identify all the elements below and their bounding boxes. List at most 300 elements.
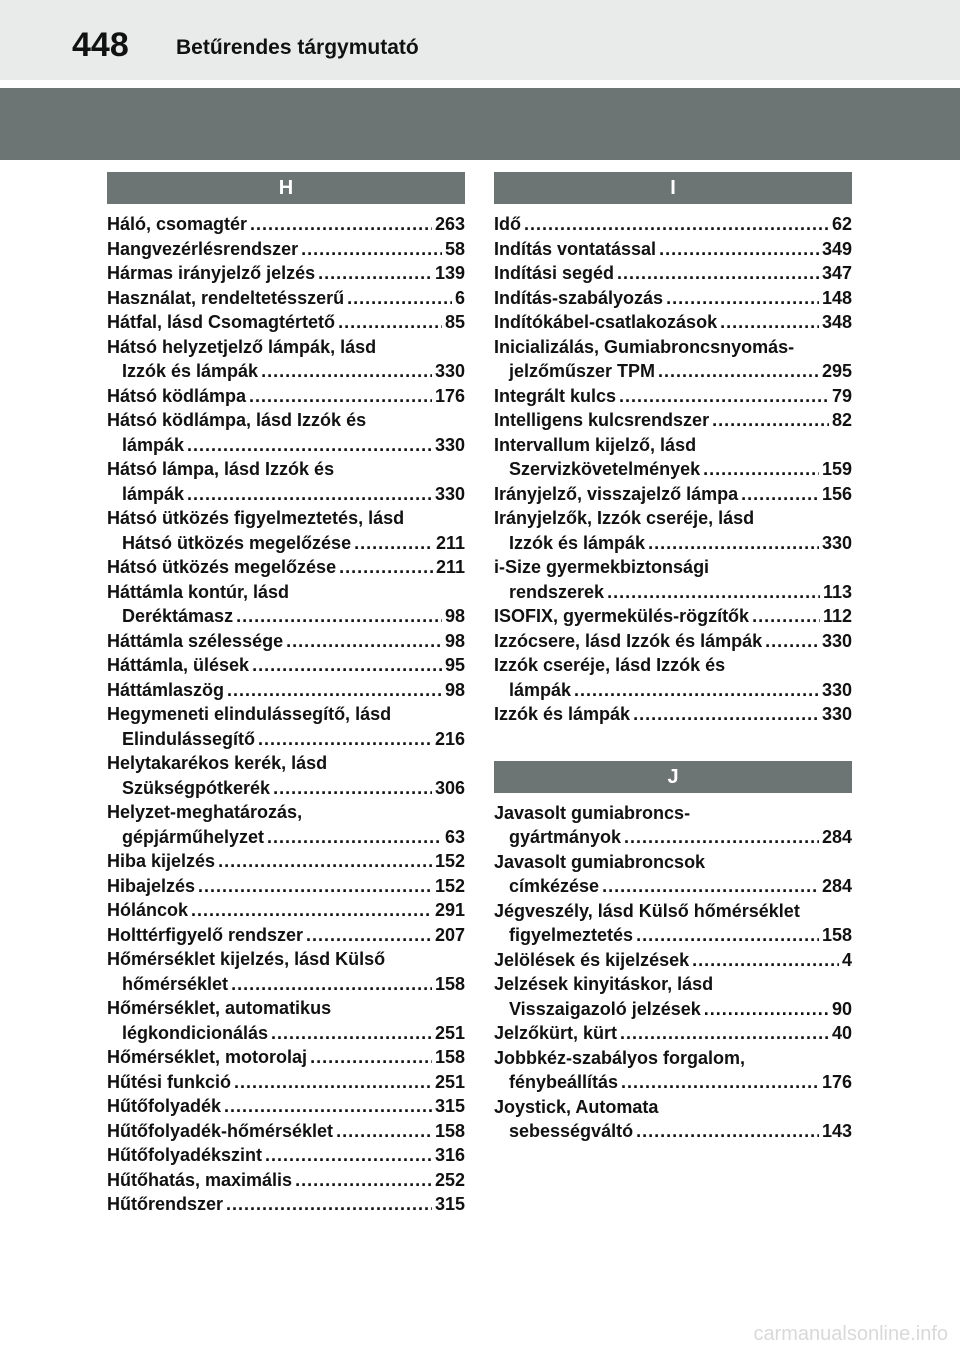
entry-text: Hőmérséklet kijelzés, lásd Külső: [107, 949, 386, 969]
entry-term: [494, 286, 852, 311]
index-entry: [494, 555, 852, 604]
entry-text: Hűtési funkció: [107, 1071, 232, 1092]
dot-leader: [339, 555, 433, 580]
index-column-right: [494, 172, 852, 1144]
page-reference: 156: [821, 483, 852, 504]
entry-term-continuation: [107, 359, 465, 384]
entry-term: [494, 801, 852, 826]
entry-text: Intervallum kijelző, lásd: [494, 434, 697, 455]
page-reference: 330: [434, 434, 465, 455]
dot-leader: [347, 286, 452, 311]
entry-text: sebességváltó: [509, 1121, 634, 1141]
entry-term: [107, 237, 465, 262]
dot-leader: [602, 874, 819, 899]
entry-text: Integrált kulcs: [494, 385, 617, 406]
index-entry: [107, 923, 465, 948]
entry-text: hőmérséklet: [122, 973, 229, 994]
entry-term: [494, 408, 852, 433]
page-title: Betűrendes tárgymutató: [176, 36, 419, 59]
entry-term: [107, 212, 465, 237]
index-entry: [494, 433, 852, 482]
entry-text: Hangvezérlésrendszer: [107, 238, 299, 259]
entry-term-continuation: [107, 776, 465, 801]
entry-term: [107, 898, 465, 923]
entry-term-continuation: [494, 678, 852, 703]
entry-term: [494, 555, 852, 580]
dot-leader: [267, 825, 442, 850]
page-reference: 98: [444, 606, 465, 626]
dot-leader: [286, 629, 442, 654]
entry-text: Háttámla, ülések: [107, 655, 250, 675]
page-reference: 348: [821, 312, 852, 332]
dot-leader: [231, 972, 432, 997]
dot-leader: [620, 1021, 829, 1046]
index-entry: [494, 261, 852, 286]
dot-leader: [310, 1045, 432, 1070]
page-reference: 330: [821, 679, 852, 700]
entry-text: Hűtőhatás, maximális: [107, 1169, 293, 1190]
entry-term: [107, 1070, 465, 1095]
entry-text: Hátfal, lásd Csomagtértető: [107, 312, 336, 332]
entry-text: Irányjelző, visszajelző lámpa: [494, 483, 739, 504]
index-entry: [494, 629, 852, 654]
entry-text: Javasolt gumiabroncsok: [494, 851, 706, 872]
entry-term: [107, 1119, 465, 1144]
index-entry: [107, 580, 465, 629]
dot-leader: [658, 359, 819, 384]
entry-term-continuation: [494, 874, 852, 899]
page-reference: 98: [444, 679, 465, 700]
entry-term-continuation: [107, 825, 465, 850]
entry-term: [107, 384, 465, 409]
page-reference: 158: [434, 973, 465, 994]
entry-text: Izzók és lámpák: [122, 361, 259, 381]
page-reference: 315: [434, 1194, 465, 1214]
index-entry: [494, 972, 852, 1021]
index-section-j: [494, 761, 852, 1144]
entry-text: Hátsó lámpa, lásd Izzók és: [107, 459, 335, 479]
entry-text: Hegymeneti elindulássegítő, lásd: [107, 704, 392, 724]
page-reference: 316: [434, 1145, 465, 1165]
dot-leader: [765, 629, 819, 654]
section-letter-j: J: [494, 761, 852, 793]
entry-term-continuation: [494, 580, 852, 605]
entry-term: [494, 433, 852, 458]
header-bar: [0, 0, 960, 80]
entry-term: [107, 874, 465, 899]
entry-term: [494, 384, 852, 409]
entry-text: Hőmérséklet, motorolaj: [107, 1047, 308, 1067]
page-reference: 139: [434, 263, 465, 283]
dot-leader: [250, 212, 432, 237]
index-entry: [494, 604, 852, 629]
entry-text: lámpák: [122, 434, 185, 455]
entry-text: Intelligens kulcsrendszer: [494, 410, 710, 430]
dot-leader: [318, 261, 432, 286]
dot-leader: [636, 1119, 819, 1144]
entry-term: [494, 629, 852, 654]
entry-text: Hátsó ködlámpa, lásd Izzók és: [107, 410, 367, 430]
entry-term: [107, 702, 465, 727]
dot-leader: [265, 1143, 432, 1168]
dot-leader: [633, 702, 819, 727]
entry-term: [107, 751, 465, 776]
entry-text: Izzócsere, lásd Izzók és lámpák: [494, 630, 763, 651]
index-section-h: [107, 172, 465, 1217]
dot-leader: [666, 286, 819, 311]
page-reference: 211: [435, 532, 465, 553]
page-reference: 62: [831, 214, 852, 234]
entry-text: Hűtőfolyadék: [107, 1096, 222, 1116]
entry-text: Jelzések kinyitáskor, lásd: [494, 974, 714, 994]
index-entry: [494, 237, 852, 262]
entry-text: Háló, csomagtér: [107, 214, 248, 234]
index-entry: [494, 801, 852, 850]
page-reference: 143: [821, 1121, 852, 1141]
entry-text: Jelölések és kijelzések: [494, 949, 690, 970]
header-band: [0, 88, 960, 160]
index-entry: [107, 286, 465, 311]
entry-term-continuation: [494, 997, 852, 1022]
entry-term-continuation: [494, 825, 852, 850]
dot-leader: [295, 1168, 432, 1193]
index-entry: [494, 335, 852, 384]
index-entry: [107, 555, 465, 580]
entry-text: Hóláncok: [107, 900, 189, 920]
section-letter-i: I: [494, 172, 852, 204]
dot-leader: [301, 237, 442, 262]
entry-list: [107, 212, 465, 1217]
index-entry: [494, 702, 852, 727]
dot-leader: [741, 482, 819, 507]
entry-term: [494, 653, 852, 678]
entry-text: Indítási segéd: [494, 263, 615, 283]
page-reference: 98: [444, 630, 465, 651]
page-reference: 113: [822, 581, 852, 602]
entry-term: [494, 335, 852, 360]
entry-term: [494, 1046, 852, 1071]
entry-text: Jégveszély, lásd Külső hőmérséklet: [494, 900, 800, 921]
entry-term-continuation: [107, 482, 465, 507]
dot-leader: [752, 604, 820, 629]
index-entry: [494, 212, 852, 237]
entry-text: légkondicionálás: [122, 1022, 269, 1043]
index-entry: [107, 849, 465, 874]
page-reference: 284: [821, 876, 852, 896]
page-reference: 90: [831, 998, 852, 1019]
page-reference: 330: [821, 630, 852, 651]
dot-leader: [261, 359, 432, 384]
entry-text: Joystick, Automata: [494, 1096, 659, 1117]
index-entry: [107, 947, 465, 996]
page-reference: 251: [434, 1071, 465, 1092]
page-reference: 295: [821, 361, 852, 381]
dot-leader: [659, 237, 819, 262]
page-reference: 349: [821, 238, 852, 259]
entry-text: Helyzet-meghatározás,: [107, 802, 303, 822]
entry-term: [107, 555, 465, 580]
index-entry: [107, 751, 465, 800]
entry-text: Hűtőfolyadék-hőmérséklet: [107, 1120, 334, 1141]
entry-text: Szervizkövetelmények: [509, 459, 701, 479]
index-entry: [107, 1094, 465, 1119]
index-entry: [494, 286, 852, 311]
entry-term: [494, 604, 852, 629]
entry-term: [494, 310, 852, 335]
page-reference: 85: [444, 312, 465, 332]
index-entry: [107, 1192, 465, 1217]
page-reference: 251: [434, 1022, 465, 1043]
entry-term: [494, 482, 852, 507]
dot-leader: [249, 384, 432, 409]
entry-term: [107, 286, 465, 311]
entry-text: Indítás vontatással: [494, 238, 657, 259]
entry-text: ISOFIX, gyermekülés-rögzítők: [494, 606, 750, 626]
entry-term: [107, 335, 465, 360]
index-entry: [107, 800, 465, 849]
dot-leader: [607, 580, 820, 605]
dot-leader: [703, 457, 819, 482]
entry-term: [107, 678, 465, 703]
page-reference: 112: [822, 606, 852, 626]
index-entry: [494, 653, 852, 702]
page-reference: 79: [831, 385, 852, 406]
entry-text: lámpák: [509, 679, 572, 700]
index-entry: [107, 408, 465, 457]
page-reference: 58: [444, 238, 465, 259]
page-reference: 263: [434, 214, 465, 234]
entry-text: Háttámlaszög: [107, 679, 225, 700]
entry-term: [107, 261, 465, 286]
section-letter-h: H: [107, 172, 465, 204]
page-reference: 284: [821, 827, 852, 847]
dot-leader: [234, 1070, 432, 1095]
entry-term: [107, 1168, 465, 1193]
entry-term: [107, 457, 465, 482]
page-reference: 252: [434, 1169, 465, 1190]
index-entry: [107, 384, 465, 409]
entry-text: Hátsó helyzetjelző lámpák, lásd: [107, 336, 377, 357]
page-reference: 159: [821, 459, 852, 479]
dot-leader: [619, 384, 829, 409]
entry-text: Hőmérséklet, automatikus: [107, 998, 332, 1018]
entry-term: [107, 653, 465, 678]
dot-leader: [624, 825, 819, 850]
entry-term: [107, 629, 465, 654]
entry-term: [494, 237, 852, 262]
entry-term: [107, 923, 465, 948]
entry-list: [494, 801, 852, 1144]
page-reference: 158: [434, 1120, 465, 1141]
dot-leader: [187, 433, 432, 458]
entry-list: [494, 212, 852, 727]
entry-term: [107, 1192, 465, 1217]
index-entry: [107, 335, 465, 384]
entry-term-continuation: [494, 923, 852, 948]
page-reference: 291: [434, 900, 465, 920]
entry-text: i-Size gyermekbiztonsági: [494, 557, 710, 577]
entry-text: rendszerek: [509, 581, 605, 602]
entry-text: gyártmányok: [509, 827, 622, 847]
entry-text: Indítás-szabályozás: [494, 287, 664, 308]
entry-text: Idő: [494, 214, 521, 234]
entry-text: Elindulássegítő: [122, 728, 256, 749]
page-reference: 6: [454, 287, 465, 308]
entry-term: [494, 212, 852, 237]
entry-term: [494, 261, 852, 286]
index-entry: [107, 1070, 465, 1095]
entry-text: lámpák: [122, 483, 185, 504]
entry-term: [107, 310, 465, 335]
entry-text: Visszaigazoló jelzések: [509, 998, 701, 1019]
dot-leader: [191, 898, 432, 923]
entry-text: Hátsó ütközés figyelmeztetés, lásd: [107, 508, 405, 528]
entry-term-continuation: [494, 1119, 852, 1144]
dot-leader: [258, 727, 432, 752]
dot-leader: [218, 849, 432, 874]
page-reference: 315: [434, 1096, 465, 1116]
page-reference: 330: [434, 483, 465, 504]
index-entry: [107, 237, 465, 262]
entry-text: Hűtőfolyadékszint: [107, 1145, 263, 1165]
entry-term-continuation: [494, 359, 852, 384]
index-entry: [494, 1095, 852, 1144]
page-reference: 63: [444, 826, 465, 847]
dot-leader: [354, 531, 433, 556]
page-number: 448: [72, 26, 129, 64]
page-reference: 207: [434, 924, 465, 945]
entry-text: fénybeállítás: [509, 1072, 619, 1092]
dot-leader: [704, 997, 829, 1022]
entry-term: [107, 996, 465, 1021]
entry-text: Helytakarékos kerék, lásd: [107, 753, 328, 773]
page-reference: 330: [821, 532, 852, 553]
index-entry: [494, 1021, 852, 1046]
page-reference: 330: [434, 361, 465, 381]
entry-term: [107, 947, 465, 972]
page-reference: 306: [434, 777, 465, 798]
entry-text: Hűtőrendszer: [107, 1194, 224, 1214]
page-reference: 176: [434, 385, 465, 406]
page-reference: 158: [821, 925, 852, 945]
dot-leader: [187, 482, 432, 507]
entry-text: jelzőműszer TPM: [509, 361, 656, 381]
page-reference: 40: [831, 1023, 852, 1043]
index-entry: [494, 310, 852, 335]
index-entry: [494, 850, 852, 899]
index-entry: [107, 629, 465, 654]
entry-term: [107, 580, 465, 605]
entry-text: Inicializálás, Gumiabroncsnyomás-: [494, 336, 795, 357]
page-reference: 4: [841, 949, 852, 970]
index-entry: [107, 898, 465, 923]
entry-term: [494, 972, 852, 997]
index-section-i: [494, 172, 852, 727]
dot-leader: [617, 261, 819, 286]
entry-term: [494, 948, 852, 973]
page-reference: 347: [821, 263, 852, 283]
entry-term: [494, 506, 852, 531]
index-entry: [107, 1045, 465, 1070]
entry-text: Deréktámasz: [122, 606, 234, 626]
page-reference: 152: [434, 875, 465, 896]
dot-leader: [224, 1094, 432, 1119]
entry-term: [107, 849, 465, 874]
entry-text: Háttámla szélessége: [107, 630, 284, 651]
dot-leader: [236, 604, 442, 629]
entry-term: [107, 506, 465, 531]
index-entry: [107, 1143, 465, 1168]
dot-leader: [271, 1021, 432, 1046]
index-entry: [494, 948, 852, 973]
index-column-left: [107, 172, 465, 1217]
dot-leader: [720, 310, 819, 335]
page-reference: 176: [821, 1072, 852, 1092]
dot-leader: [226, 1192, 432, 1217]
entry-term-continuation: [494, 457, 852, 482]
dot-leader: [198, 874, 432, 899]
dot-leader: [574, 678, 819, 703]
dot-leader: [336, 1119, 432, 1144]
entry-text: gépjárműhelyzet: [122, 826, 265, 847]
dot-leader: [306, 923, 432, 948]
index-entry: [107, 874, 465, 899]
index-entry: [107, 506, 465, 555]
entry-term-continuation: [107, 433, 465, 458]
dot-leader: [712, 408, 829, 433]
entry-text: Izzók és lámpák: [509, 532, 646, 553]
entry-term-continuation: [494, 1070, 852, 1095]
index-entry: [494, 408, 852, 433]
entry-term: [107, 1143, 465, 1168]
entry-term: [494, 702, 852, 727]
dot-leader: [621, 1070, 819, 1095]
page-reference: 330: [821, 704, 852, 724]
entry-text: Hibajelzés: [107, 875, 196, 896]
index-entry: [107, 261, 465, 286]
entry-text: Hiba kijelzés: [107, 851, 216, 871]
entry-text: Hármas irányjelző jelzés: [107, 263, 316, 283]
dot-leader: [227, 678, 442, 703]
entry-text: Izzók és lámpák: [494, 704, 631, 724]
dot-leader: [648, 531, 819, 556]
entry-term: [494, 899, 852, 924]
page-reference: 82: [831, 410, 852, 430]
entry-term: [107, 1094, 465, 1119]
entry-text: Jobbkéz-szabályos forgalom,: [494, 1047, 746, 1068]
watermark: carmanualsonline.info: [753, 1323, 948, 1345]
entry-text: Háttámla kontúr, lásd: [107, 581, 290, 602]
entry-text: Holttérfigyelő rendszer: [107, 924, 304, 945]
page-reference: 211: [435, 557, 465, 577]
dot-leader: [636, 923, 819, 948]
dot-leader: [692, 948, 839, 973]
entry-text: Izzók cseréje, lásd Izzók és: [494, 655, 726, 675]
page-reference: 148: [821, 287, 852, 308]
entry-term-continuation: [107, 531, 465, 556]
entry-term-continuation: [107, 727, 465, 752]
entry-text: Hátsó ütközés megelőzése: [122, 532, 352, 553]
page-reference: 158: [434, 1047, 465, 1067]
entry-term-continuation: [107, 1021, 465, 1046]
dot-leader: [524, 212, 829, 237]
entry-text: Használat, rendeltetésszerű: [107, 287, 345, 308]
entry-text: Szükségpótkerék: [122, 777, 271, 798]
dot-leader: [338, 310, 442, 335]
entry-text: Indítókábel-csatlakozások: [494, 312, 718, 332]
entry-text: Irányjelzők, Izzók cseréje, lásd: [494, 508, 755, 528]
index-entry: [107, 1119, 465, 1144]
